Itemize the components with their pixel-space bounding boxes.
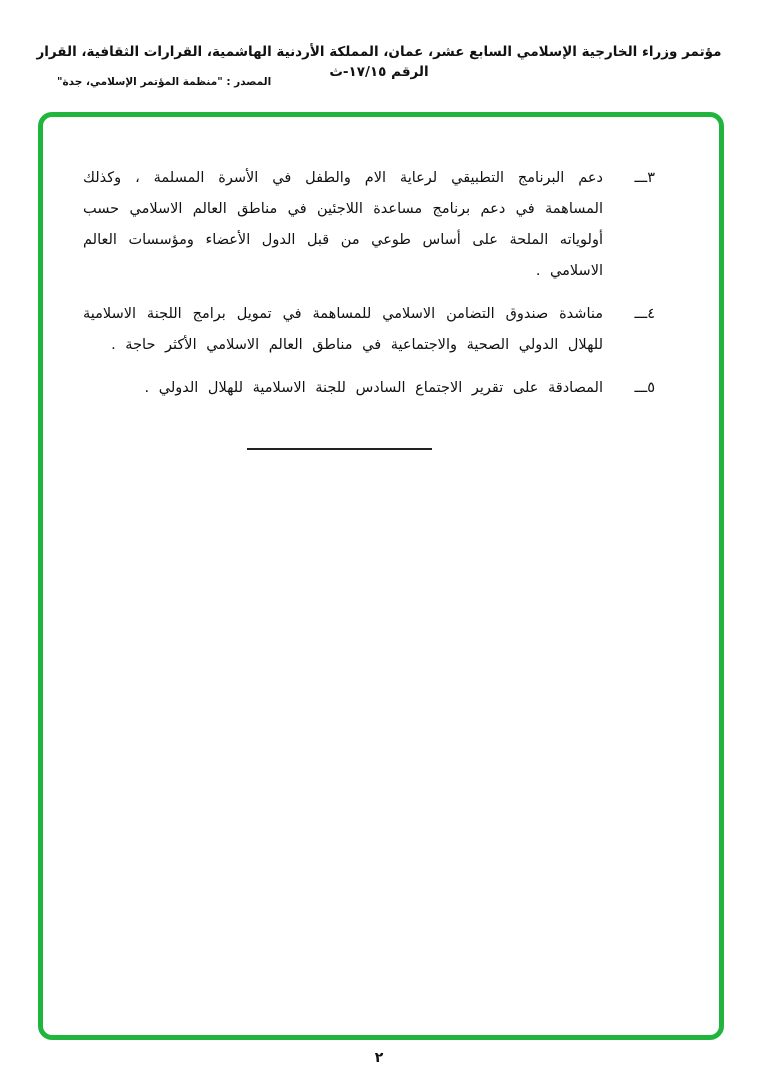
item-number-dash: ـــ bbox=[634, 170, 648, 186]
resolution-items bbox=[43, 117, 719, 450]
item-number bbox=[603, 299, 655, 361]
list-item bbox=[83, 373, 655, 404]
page-number: ٢ bbox=[374, 1050, 384, 1066]
item-text: مناشدة صندوق التضامن الاسلامي للمساهمة في تمويل برامج اللجنة الاسلامية للهلال الدولي الصحية والاجتماعية في مناطق العالم الاسلامي الأكثر حاجة . bbox=[83, 306, 603, 353]
item-number-value: ٥ bbox=[647, 380, 655, 396]
list-item bbox=[83, 163, 655, 287]
item-number-dash: ـــ bbox=[634, 306, 648, 322]
item-number-value: ٤ bbox=[647, 306, 655, 322]
content-border-box bbox=[38, 112, 724, 1040]
item-number bbox=[603, 373, 655, 404]
item-text: المصادقة على تقرير الاجتماع السادس للجنة الاسلامية للهلال الدولي . bbox=[144, 380, 603, 396]
item-number-value: ٣ bbox=[647, 170, 655, 186]
document-title: مؤتمر وزراء الخارجية الإسلامي السابع عشر، عمان، المملكة الأردنية الهاشمية، القرارات الثقافية، القرار الرقم ١٧/١٥-ث bbox=[36, 44, 722, 80]
list-item bbox=[83, 299, 655, 361]
document-source: المصدر : "منظمة المؤتمر الإسلامي، جدة" bbox=[57, 76, 272, 88]
separator-line bbox=[247, 448, 432, 450]
item-number-dash: ـــ bbox=[634, 380, 648, 396]
item-text: دعم البرنامج التطبيقي لرعاية الام والطفل في الأسرة المسلمة ، وكذلك المساهمة في دعم برنامج مساعدة اللاجئين في مناطق العالم الاسلامي حسب أولوياته الملحة على أساس طوعي من قبل الدول الأعضاء ومؤسسات العالم الاسلامي . bbox=[83, 170, 603, 279]
item-number bbox=[603, 163, 655, 287]
